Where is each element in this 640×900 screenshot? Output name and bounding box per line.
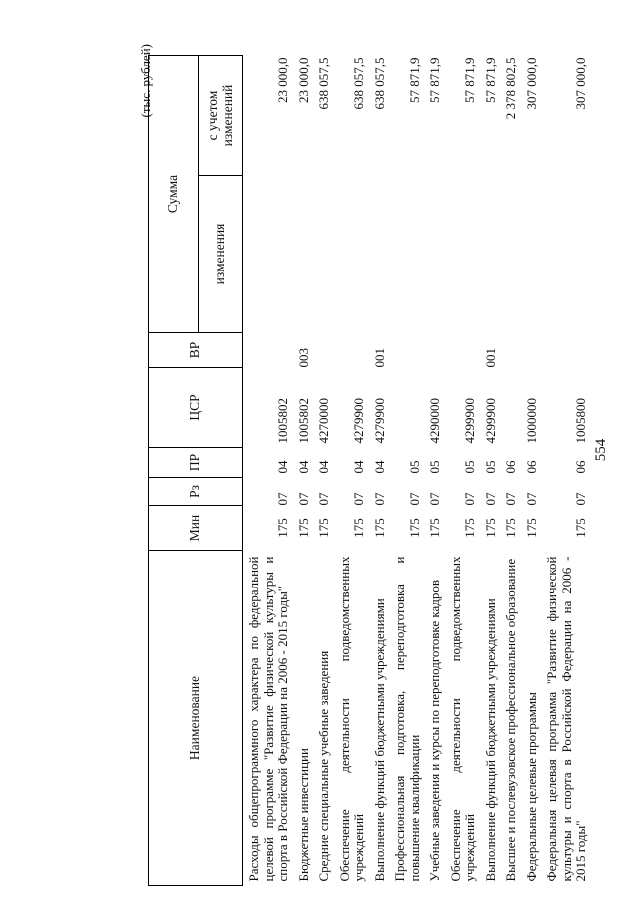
table-row [243, 56, 293, 886]
row-izmeneniya [424, 176, 445, 333]
table-row [313, 56, 334, 886]
row-rz: 07 [427, 492, 442, 506]
header-s-uchetom: с учетом изменений [199, 56, 243, 176]
row-vr [445, 333, 480, 368]
row-vr [500, 333, 521, 368]
row-name-text: Обеспечение деятельности подведомственных учреждений [336, 556, 366, 882]
row-name [480, 551, 501, 886]
header-min: Мин [149, 506, 243, 551]
table-row [521, 56, 542, 886]
header-vr: ВР [149, 333, 243, 368]
row-pr: 04 [351, 460, 366, 474]
row-name [369, 551, 390, 886]
row-izmeneniya [334, 176, 369, 333]
row-name [334, 551, 369, 886]
row-csr: 4299900 [482, 398, 498, 444]
row-s-uchetom: 307 000,0 [523, 57, 539, 110]
row-izmeneniya [313, 176, 334, 333]
row-s-uchetom: 23 000,0 [295, 57, 311, 103]
row-rz: 07 [573, 492, 588, 506]
row-izmeneniya [541, 176, 591, 333]
row-pr: 06 [573, 460, 588, 474]
header-pr: ПР [149, 448, 243, 478]
row-pr: 06 [523, 460, 539, 474]
row-name-text: Выполнение функций бюджетными учреждениями [482, 598, 498, 882]
row-s-uchetom: 57 871,9 [462, 57, 477, 103]
row-vr: 001 [482, 348, 498, 368]
row-name-text: Высшее и послевузовское профессиональное образование [503, 558, 518, 882]
row-min: 175 [406, 518, 422, 538]
row-izmeneniya [389, 176, 424, 333]
row-izmeneniya [293, 176, 314, 333]
row-csr: 4279900 [371, 398, 387, 444]
row-csr: 1000000 [523, 398, 539, 444]
row-s-uchetom: 23 000,0 [275, 57, 290, 103]
row-csr: 4270000 [316, 398, 331, 444]
row-vr [424, 333, 445, 368]
row-rz: 07 [462, 492, 477, 506]
row-rz: 07 [295, 492, 311, 506]
row-csr: 1005802 [295, 398, 311, 444]
table-row [541, 56, 591, 886]
row-name-text: Расходы общепрограммного характера по федеральной целевой программе "Развитие физической культуры и спорта в Российской Федерации на 2006 - 2015 годы" [246, 556, 290, 882]
row-rz: 07 [316, 492, 331, 506]
table-row [369, 56, 390, 886]
row-izmeneniya [500, 176, 521, 333]
row-name [293, 551, 314, 886]
row-pr: 04 [316, 460, 331, 474]
row-name-text: Бюджетные инвестиции [295, 748, 311, 882]
row-name-text: Средние специальные учебные заведения [316, 650, 331, 882]
row-min: 175 [482, 518, 498, 538]
row-izmeneniya [369, 176, 390, 333]
table-row [445, 56, 480, 886]
row-vr [389, 333, 424, 368]
row-name [313, 551, 334, 886]
table-row [293, 56, 314, 886]
row-rz: 07 [371, 492, 387, 506]
row-pr: 05 [406, 460, 422, 474]
row-csr: 4290000 [427, 398, 442, 444]
row-rz: 07 [523, 492, 539, 506]
row-vr [243, 333, 293, 368]
row-izmeneniya [521, 176, 542, 333]
units-label: (тыс. рублей) [138, 44, 153, 118]
table-row [500, 56, 521, 886]
row-name [445, 551, 480, 886]
row-pr: 06 [503, 460, 518, 474]
header-csr: ЦСР [149, 368, 243, 448]
row-csr: 1005800 [573, 398, 588, 444]
table-row [424, 56, 445, 886]
table-row [334, 56, 369, 886]
row-rz: 07 [275, 492, 290, 506]
row-izmeneniya [445, 176, 480, 333]
row-pr: 05 [462, 460, 477, 474]
header-summa: Сумма [149, 56, 199, 333]
row-csr: 4299900 [462, 398, 477, 444]
header-name: Наименование [149, 551, 243, 886]
budget-table [148, 55, 591, 886]
row-name-text: Учебные заведения и курсы по переподготовке кадров [427, 579, 442, 882]
row-pr: 04 [371, 460, 387, 474]
table-row [480, 56, 501, 886]
row-s-uchetom: 638 057,5 [351, 57, 366, 110]
row-pr: 05 [482, 460, 498, 474]
row-name [243, 551, 293, 886]
row-rz: 07 [503, 492, 518, 506]
row-csr [389, 368, 424, 448]
row-vr: 003 [295, 348, 311, 368]
row-min: 175 [573, 518, 588, 538]
header-izmeneniya: изменения [199, 176, 243, 333]
row-csr [500, 368, 521, 448]
row-vr [541, 333, 591, 368]
row-rz: 07 [482, 492, 498, 506]
row-vr [521, 333, 542, 368]
row-min: 175 [295, 518, 311, 538]
row-s-uchetom: 638 057,5 [371, 57, 387, 110]
row-min: 175 [427, 518, 442, 538]
row-s-uchetom: 2 378 802,5 [503, 57, 518, 120]
row-min: 175 [316, 518, 331, 538]
row-s-uchetom: 57 871,9 [406, 57, 422, 103]
row-min: 175 [462, 518, 477, 538]
row-name [541, 551, 591, 886]
row-s-uchetom: 307 000,0 [573, 57, 588, 110]
page-number: 554 [593, 438, 609, 462]
table-row [389, 56, 424, 886]
row-pr: 04 [275, 460, 290, 474]
row-pr: 05 [427, 460, 442, 474]
row-name-text: Профессиональная подготовка, переподготовка и повышение квалификации [392, 556, 422, 882]
row-izmeneniya [480, 176, 501, 333]
row-vr [334, 333, 369, 368]
row-name [389, 551, 424, 886]
row-rz: 07 [406, 492, 422, 506]
row-name-text: Федеральные целевые программы [523, 692, 539, 882]
row-s-uchetom: 57 871,9 [427, 57, 442, 103]
row-min: 175 [351, 518, 366, 538]
row-min: 175 [371, 518, 387, 538]
row-min: 175 [275, 518, 290, 538]
row-name-text: Выполнение функций бюджетными учреждениями [371, 598, 387, 882]
row-min: 175 [523, 518, 539, 538]
row-vr [313, 333, 334, 368]
row-name [521, 551, 542, 886]
row-name [424, 551, 445, 886]
row-s-uchetom: 57 871,9 [482, 57, 498, 103]
row-csr: 4279900 [351, 398, 366, 444]
header-rz: Рз [149, 478, 243, 506]
row-s-uchetom: 638 057,5 [316, 57, 331, 110]
row-name [500, 551, 521, 886]
row-pr: 04 [295, 460, 311, 474]
row-csr: 1005802 [275, 398, 290, 444]
row-name-text: Федеральная целевая программа "Развитие физической культуры и спорта в Российской Федерации на 2006 - 2015 годы" [544, 556, 588, 882]
row-min: 175 [503, 518, 518, 538]
row-izmeneniya [243, 176, 293, 333]
row-rz: 07 [351, 492, 366, 506]
row-name-text: Обеспечение деятельности подведомственных учреждений [447, 556, 477, 882]
row-vr: 001 [371, 348, 387, 368]
